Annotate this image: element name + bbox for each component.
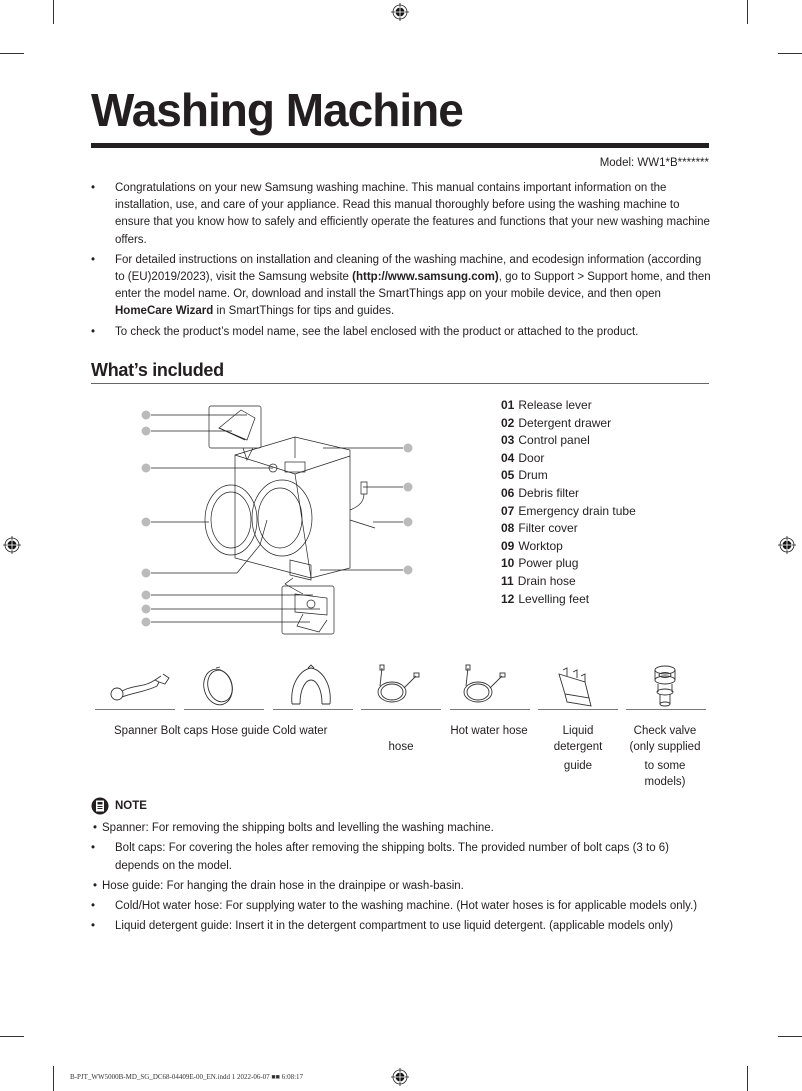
accessory-divider [450,709,530,710]
accessory-label-hot-hose: Hot water hose [450,725,528,737]
note-heading: NOTE [91,797,147,815]
homecare-wizard-name: HomeCare Wizard [115,305,214,318]
accessory-divider [95,709,175,710]
title-divider [91,143,709,148]
hose-guide-icon [286,664,336,708]
note-item: • Liquid detergent guide: Insert it in the detergent compartment to use liquid detergent. (applicable models only) [91,918,711,936]
check-valve-icon [650,664,680,708]
crop-mark [747,0,748,24]
part-item: 09 Worktop [501,538,563,553]
note-item: • Cold/Hot water hose: For supplying water to the washing machine. (Hot water hoses is for applicable models only.) [91,898,711,916]
registration-mark-icon [391,3,409,21]
bolt-cap-icon [198,664,238,708]
intro-bullet: • For detailed instructions on installation and cleaning of the washing machine, and ecodesign information (according to (EU)2019/2023), visit the Samsung website (http://www.samsung.com), go to Support > Support home, and then enter the model name. Or, download and install the SmartThings app on your mobile device, and then open HomeCare Wizard in SmartThings for tips and guides. [91,252,711,321]
hot-water-hose-icon [458,662,508,708]
registration-mark-icon [391,1068,409,1086]
part-item: 07 Emergency drain tube [501,503,636,518]
note-list [91,820,711,938]
accessory-divider [273,709,353,710]
samsung-website-link[interactable]: (http://www.samsung.com) [352,271,499,284]
accessory-divider [184,709,264,710]
note-item: • Bolt caps: For covering the holes after removing the shipping bolts. The provided number of bolt caps (3 to 6) depends on the model. [91,840,711,875]
part-item: 04 Door [501,450,545,465]
part-item: 10 Power plug [501,556,579,571]
page-title: Washing Machine [91,84,463,136]
cold-water-hose-icon [372,662,422,708]
part-item: 08 Filter cover [501,521,578,536]
part-item: 02 Detergent drawer [501,415,612,430]
spanner-icon [105,666,175,706]
liquid-detergent-guide-icon [555,664,595,708]
crop-mark [778,53,802,54]
part-item: 01 Release lever [501,398,592,412]
crop-mark [53,1066,54,1091]
crop-mark [53,0,54,24]
note-item: • Hose guide: For hanging the drain hose in the drainpipe or wash-basin. [91,878,711,896]
registration-mark-icon [3,536,21,554]
part-item: 03 Control panel [501,433,590,448]
part-item: 12 Levelling feet [501,591,590,606]
part-item: 05 Drum [501,468,548,483]
section-divider [91,383,709,384]
crop-mark [0,1036,24,1037]
note-icon [91,797,109,815]
crop-mark [778,1036,802,1037]
crop-mark [747,1066,748,1091]
note-item: • Spanner: For removing the shipping bolts and levelling the washing machine. [91,820,711,838]
washing-machine-diagram [135,400,425,640]
crop-mark [0,53,24,54]
registration-mark-icon [778,536,796,554]
part-item: 06 Debris filter [501,485,580,500]
section-heading: What’s included [91,360,224,380]
accessory-label-cold-hose-tail: hose [388,741,414,753]
intro-bullet: • To check the product’s model name, see the label enclosed with the product or attached to the product. [91,324,711,341]
accessory-divider [538,709,618,710]
print-slug: B-PJT_WW5000B-MD_SG_DC68-04409E-00_EN.indd 1 2022-06-07 ■■ 6:08:17 [70,1073,304,1081]
accessory-divider [361,709,441,710]
accessory-label-row: Spanner Bolt caps Hose guide Cold water [114,725,328,737]
model-number: Model: WW1*B******* [599,157,709,169]
parts-list [501,397,636,608]
accessory-divider [626,709,706,710]
part-item: 11 Drain hose [501,573,576,588]
intro-bullet: • Congratulations on your new Samsung washing machine. This manual contains important information on the installation, use, and care of your appliance. Read this manual thoroughly before using the washing machine to ensure that you know how to safely and efficiently operate the features and functions that your new washing machine offers. [91,180,711,249]
intro-list [91,180,711,344]
